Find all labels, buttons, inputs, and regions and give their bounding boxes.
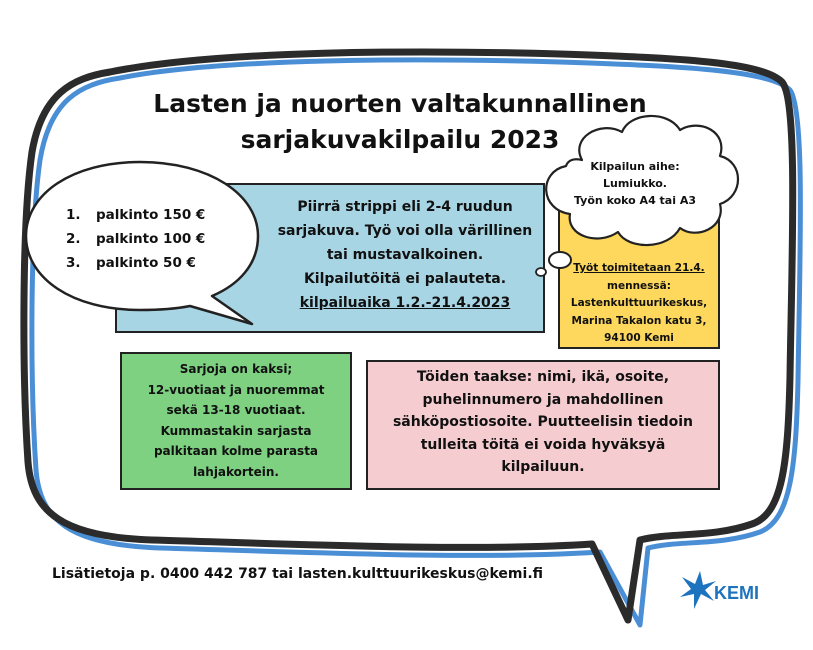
- series-line: Kummastakin sarjasta: [160, 423, 312, 438]
- kemi-logo: [676, 565, 776, 615]
- delivery-line: mennessä:: [607, 279, 671, 292]
- prize-text: palkinto 150 €: [96, 207, 206, 223]
- series-line: 12-vuotiaat ja nuoremmat: [147, 382, 325, 397]
- delivery-line: 94100 Kemi: [604, 332, 674, 344]
- info-line: sähköpostiosoite. Puutteelisin tiedoin: [392, 414, 694, 430]
- cloud-line: Lumiukko.: [603, 177, 667, 190]
- delivery-line: Lastenkulttuurikeskus,: [570, 297, 708, 309]
- rules-line: Piirrä strippi eli 2-4 ruudun: [297, 199, 513, 215]
- cloud-line: Työn koko A4 tai A3: [573, 194, 696, 207]
- delivery-deadline: Työt toimitetaan 21.4.: [573, 262, 705, 274]
- info-line: puhelinnumero ja mahdollinen: [422, 391, 664, 408]
- info-line: kilpailuun.: [501, 459, 585, 475]
- cloud-line: Kilpailun aihe:: [590, 160, 680, 173]
- prize-number: 2.: [66, 231, 81, 247]
- rules-line: sarjakuva. Työ voi olla värillinen: [277, 223, 533, 239]
- series-text: [124, 359, 348, 482]
- logo-text: KEMI: [714, 583, 759, 603]
- prize-text: palkinto 50 €: [96, 255, 196, 271]
- thought-cloud-text: [560, 158, 710, 209]
- series-line: palkitaan kolme parasta: [153, 444, 319, 458]
- rules-line: Kilpailutöitä ei palauteta.: [303, 271, 507, 287]
- contact-info: Lisätietoja p. 0400 442 787 tai lasten.kulttuurikeskus@kemi.fi: [52, 566, 544, 582]
- series-line: Sarjoja on kaksi;: [179, 362, 293, 376]
- rules-line: tai mustavalkoinen.: [326, 247, 484, 263]
- title-line-2: sarjakuvakilpailu 2023: [240, 125, 560, 154]
- prize-text: palkinto 100 €: [96, 231, 206, 247]
- series-line: sekä 13-18 vuotiaat.: [166, 403, 306, 417]
- competition-period: kilpailuaika 1.2.-21.4.2023: [299, 295, 511, 311]
- delivery-line: Marina Takalon katu 3,: [571, 314, 707, 327]
- series-line: lahjakortein.: [193, 464, 279, 479]
- star-burst-icon: [680, 571, 716, 609]
- prize-number: 3.: [66, 255, 81, 271]
- info-line: tulleita töitä ei voida hyväksyä: [420, 436, 666, 453]
- prize-number: 1.: [66, 207, 81, 223]
- info-text: [372, 366, 714, 479]
- title-line-1: Lasten ja nuorten valtakunnallinen: [153, 89, 647, 118]
- info-line: Töiden taakse: nimi, ikä, osoite,: [416, 369, 670, 385]
